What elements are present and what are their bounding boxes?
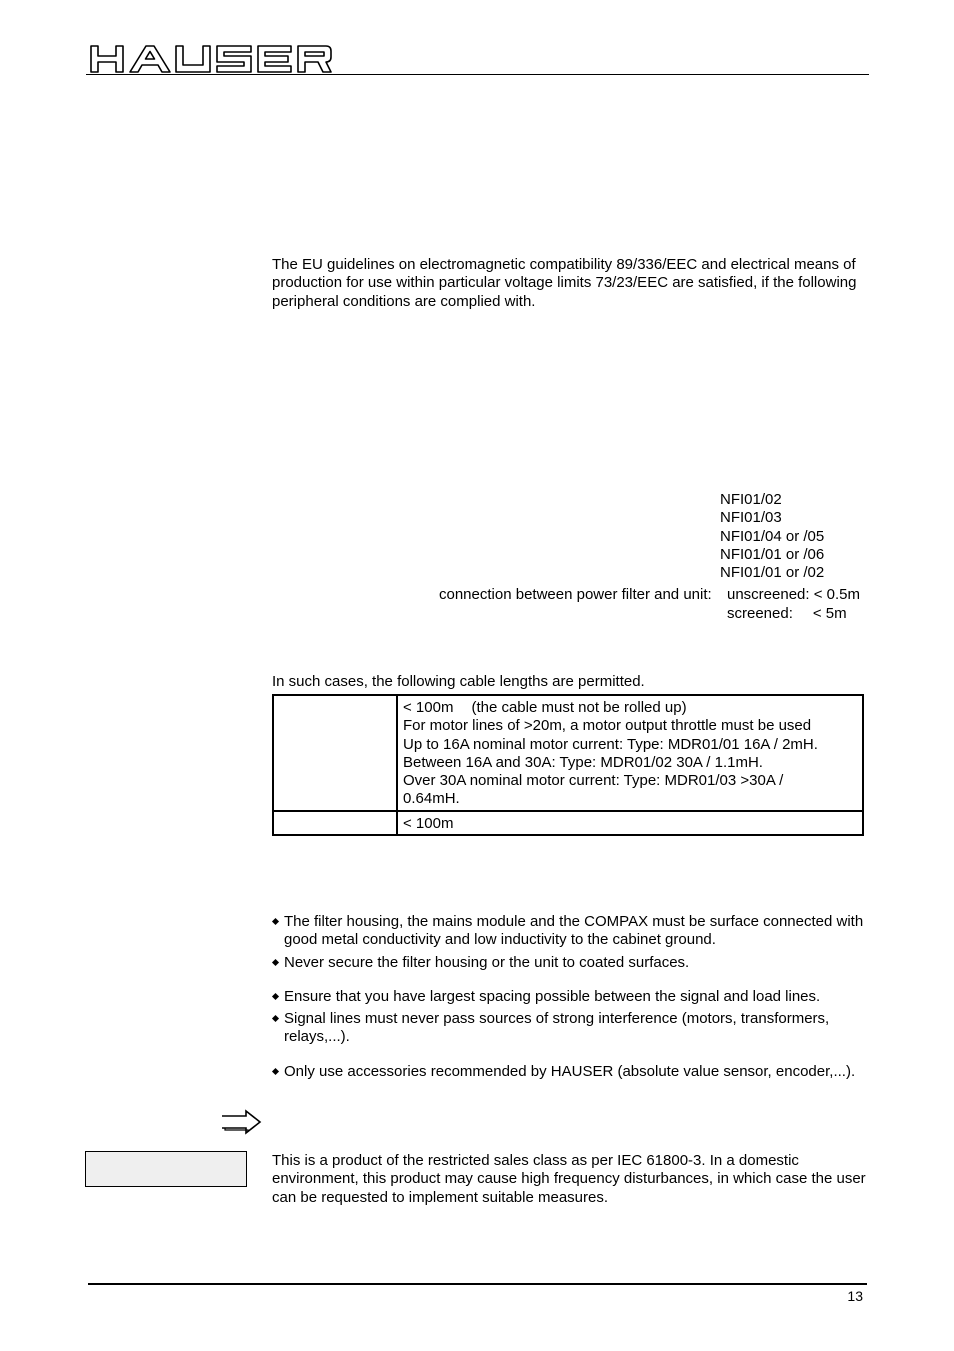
footer-rule: [88, 1283, 867, 1285]
list-item: Never secure the filter housing or the unit to coated surfaces.: [272, 954, 872, 972]
table-row: [273, 811, 863, 835]
intro-paragraph: The EU guidelines on electromagnetic compatibility 89/336/EEC and electrical means of production for use within particular voltage limits 73/23/EEC are satisfied, if the following peripheral conditions are complied with.: [272, 256, 857, 310]
filter-item: NFI01/01 or /02: [720, 564, 825, 582]
diamond-bullet-icon: [272, 1068, 279, 1075]
list-item: Only use accessories recommended by HAUSER (absolute value sensor, encoder,...).: [272, 1063, 872, 1081]
table-line: Over 30A nominal motor current: Type: MDR01/03 >30A /: [403, 772, 784, 790]
arrow-right-icon: [220, 1110, 262, 1134]
diamond-bullet-icon: [272, 959, 279, 966]
filter-item: NFI01/01 or /06: [720, 545, 825, 563]
connection-screened: [727, 605, 847, 623]
page-number: 13: [847, 1288, 863, 1304]
filter-item: NFI01/03: [720, 509, 782, 527]
connection-label: connection between power filter and unit:: [439, 586, 712, 603]
list-item: Signal lines must never pass sources of strong interference (motors, transformers, relays,...).: [272, 1010, 872, 1047]
table-line: Between 16A and 30A: Type: MDR01/02 30A / 1.1mH.: [403, 753, 763, 771]
table-row: [273, 695, 863, 811]
header-rule: [86, 74, 869, 75]
cable-length-value: < 100m: [403, 699, 454, 716]
screened-label: screened:: [727, 605, 793, 622]
diamond-bullet-icon: [272, 993, 279, 1000]
cable-lengths-table: [272, 694, 864, 836]
table-value-cell: < 100m: [397, 811, 863, 835]
diamond-bullet-icon: [272, 1015, 279, 1022]
filter-item: NFI01/02: [720, 491, 782, 508]
connection-unscreened: unscreened: < 0.5m: [727, 586, 861, 603]
power-filter-list: [720, 491, 880, 582]
table-line: Up to 16A nominal motor current: Type: MDR01/01 16A / 2mH.: [403, 735, 818, 753]
table-line: 0.64mH.: [403, 790, 460, 808]
table-label-cell: [273, 695, 397, 811]
table-value-cell: [397, 695, 863, 811]
installation-bullets: [272, 913, 872, 1081]
hauser-logo: [90, 32, 332, 73]
filter-item: NFI01/04 or /05: [720, 527, 825, 545]
diamond-bullet-icon: [272, 918, 279, 925]
cable-length-note: (the cable must not be rolled up): [471, 699, 687, 716]
svg-text:HAUSER: HAUSER: [90, 32, 153, 49]
note-paragraph: This is a product of the restricted sales class as per IEC 61800-3. In a domestic environment, this product may cause high frequency disturbances, in which case the user can be requested to implement suitable measures.: [272, 1152, 866, 1206]
screened-value: < 5m: [812, 605, 847, 622]
list-item: The filter housing, the mains module and the COMPAX must be surface connected with good metal conductivity and low inductivity to the cabinet ground.: [272, 913, 872, 950]
table-label-cell: [273, 811, 397, 835]
list-item: Ensure that you have largest spacing possible between the signal and load lines.: [272, 988, 872, 1006]
table-line: For motor lines of >20m, a motor output throttle must be used: [403, 717, 812, 735]
note-box: [85, 1151, 247, 1187]
cable-lengths-intro: In such cases, the following cable lengths are permitted.: [272, 673, 645, 690]
